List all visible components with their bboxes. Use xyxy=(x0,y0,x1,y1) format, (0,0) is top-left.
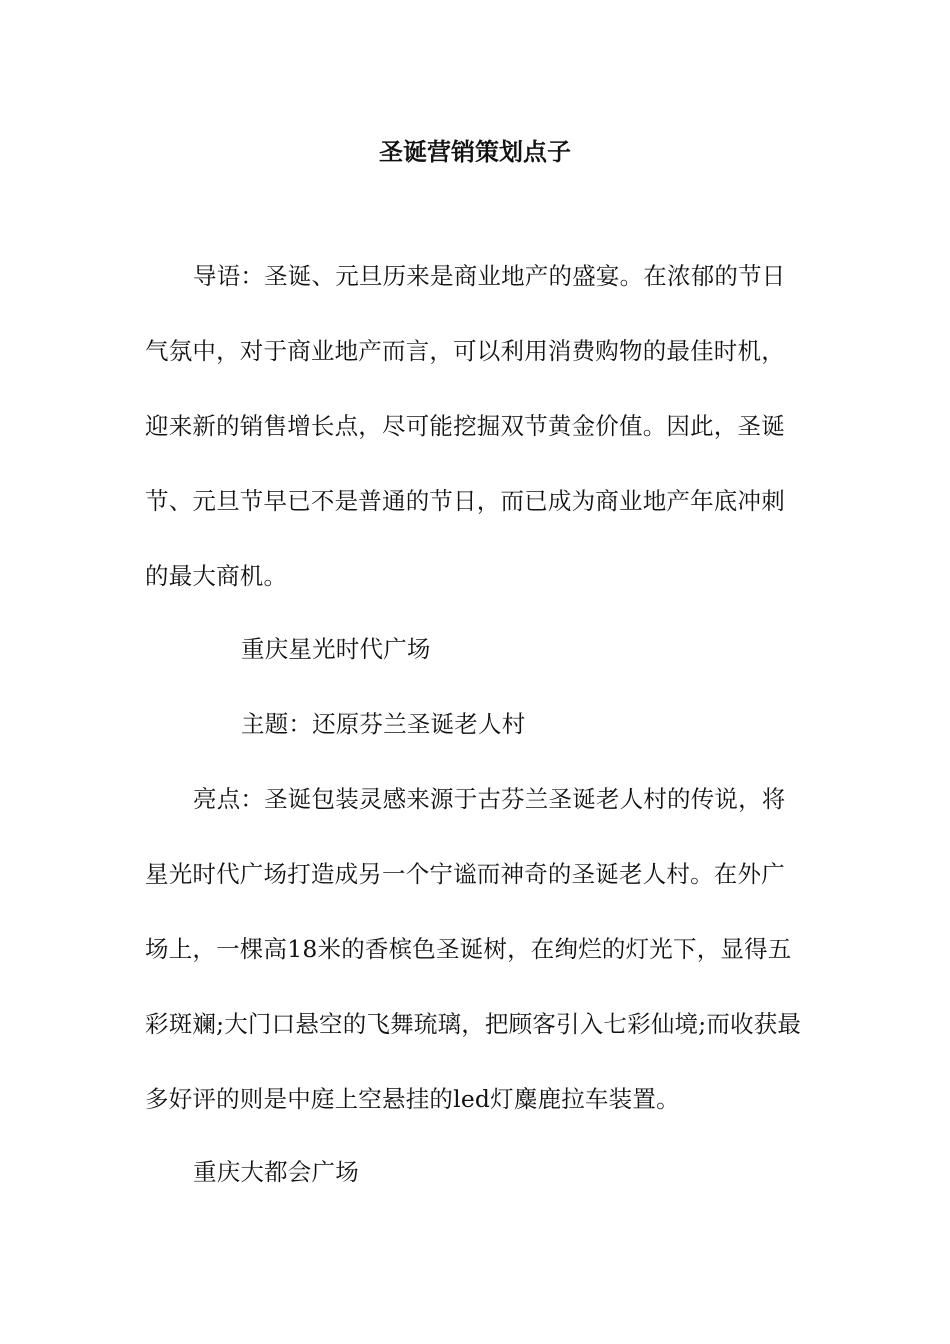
highlight-paragraph: 亮点：圣诞包装灵感来源于古芬兰圣诞老人村的传说，将星光时代广场打造成另一个宁谧而神奇的圣诞老人村。在外广场上，一棵高18米的香槟色圣诞树，在绚烂的灯光下，显得五彩斑斓;大门口悬空的飞舞琉璃，把顾客引入七彩仙境;而收获最多好评的则是中庭上空悬挂的led灯麋鹿拉车装置。 xyxy=(145,785,802,1113)
section-heading-xingguang: 重庆星光时代广场 xyxy=(241,635,431,663)
document-title: 圣诞营销策划点子 xyxy=(379,138,571,166)
section-heading-daduhui: 重庆大都会广场 xyxy=(193,1158,359,1186)
intro-paragraph: 导语：圣诞、元旦历来是商业地产的盛宴。在浓郁的节日气氛中，对于商业地产而言，可以利用消费购物的最佳时机，迎来新的销售增长点，尽可能挖掘双节黄金价值。因此，圣诞节、元旦节早已不是普通的节日，而已成为商业地产年底冲刺的最大商机。 xyxy=(145,262,786,590)
theme-line: 主题：还原芬兰圣诞老人村 xyxy=(241,710,526,738)
